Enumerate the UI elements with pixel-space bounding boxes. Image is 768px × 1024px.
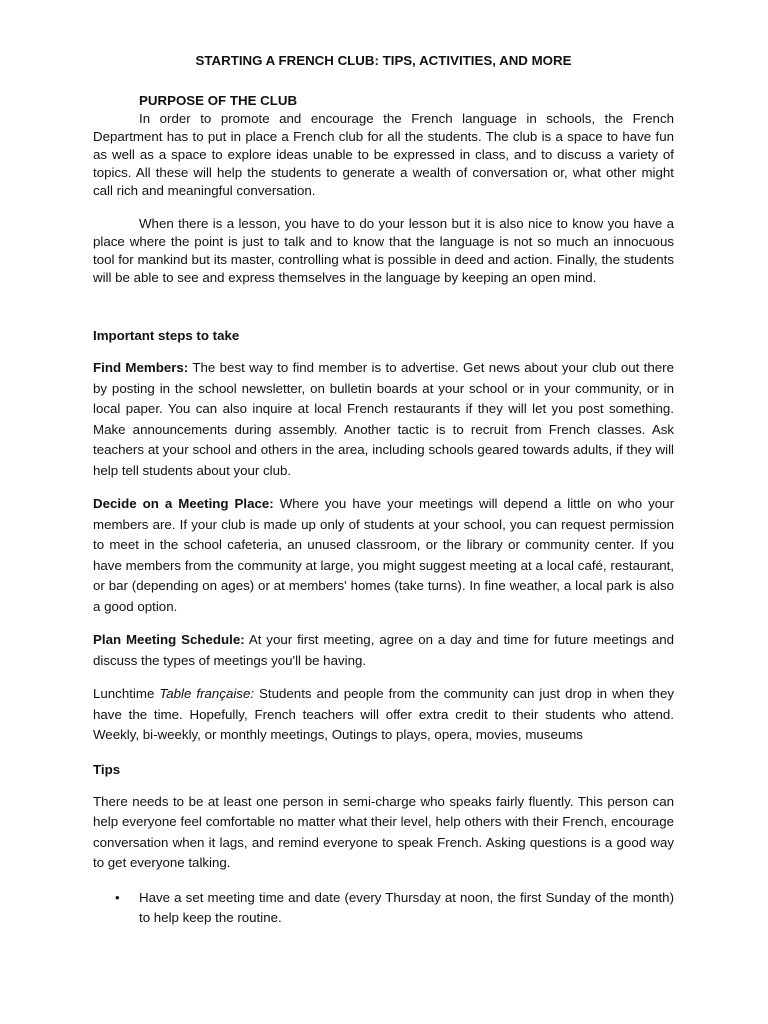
purpose-heading: PURPOSE OF THE CLUB <box>139 93 298 108</box>
lunchtime-text: Students and people from the community can just drop in when they have the time. Hopefully, French teachers will offer extra credit to their students who attend. Weekly, bi-weekly, or monthly meetings, Outings to plays, opera, movies, museums <box>93 686 674 742</box>
find-members-label: Find Members: <box>93 360 189 375</box>
table-francaise-label: Table française: <box>159 686 255 701</box>
schedule-text: At your first meeting, agree on a day and time for future meetings and discuss the types of meetings you'll be having. <box>93 632 675 668</box>
meeting-place-paragraph <box>93 494 674 617</box>
lunchtime-paragraph <box>93 684 674 746</box>
list-item <box>115 888 674 929</box>
find-members-text: The best way to find member is to advertise. Get news about your club out there by posting in the school newsletter, on bulletin boards at your school or in your community, or in local paper. You can also inquire at local French restaurants if they will let you post something. Make announcements during assembly. Another tactic is to recruit from French classes. Ask teachers at your school and others in the area, including schools geared towards adults, if they will help tell students about your club. <box>93 360 674 478</box>
bullet-text: Have a set meeting time and date (every Thursday at noon, the first Sunday of the month) to help keep the routine. <box>139 889 674 925</box>
find-members-paragraph <box>93 358 674 481</box>
document-title: STARTING A FRENCH CLUB: TIPS, ACTIVITIES, AND MORE <box>195 53 572 68</box>
meeting-place-label: Decide on a Meeting Place: <box>93 496 274 511</box>
bullet-icon: • <box>115 889 120 905</box>
schedule-label: Plan Meeting Schedule: <box>93 632 245 647</box>
lunchtime-prefix: Lunchtime <box>93 686 160 701</box>
meeting-place-text: Where you have your meetings will depend a little on who your members are. If your club is made up only of students at your school, you can request permission to meet in the school cafeteria, an unused classroom, or the library or community center. If you have members from the community at large, you might suggest meeting at a local café, restaurant, or bar (depending on ages) or at members' homes (take turns). In fine weather, a local park is also a good option. <box>93 496 675 614</box>
purpose-paragraph-1: In order to promote and encourage the French language in schools, the French Department has to put in place a French club for all the students. The club is a space to have fun as well as a space to explore ideas unable to be expressed in class, and to discuss a variety of topics. All these will help the students to generate a wealth of conversation or, what other might call rich and meaningful conversation. <box>93 111 674 198</box>
purpose-paragraph-2: When there is a lesson, you have to do your lesson but it is also nice to know you have a place where the point is just to talk and to know that the language is not so much an innocuous tool for mankind but its master, controlling what is possible in deed and action. Finally, the students will be able to see and express themselves in the language by keeping an open mind. <box>93 216 674 285</box>
tips-paragraph: There needs to be at least one person in semi-charge who speaks fairly fluently. This person can help everyone feel comfortable no matter what their level, help others with their French, encourage conversation when it lags, and remind everyone to speak French. Asking questions is a good way to get everyone talking. <box>93 793 674 870</box>
document-page <box>93 52 674 929</box>
tips-heading: Tips <box>93 761 121 777</box>
steps-heading: Important steps to take <box>93 328 240 343</box>
tips-bullet-list <box>93 888 674 929</box>
schedule-paragraph <box>93 630 674 671</box>
